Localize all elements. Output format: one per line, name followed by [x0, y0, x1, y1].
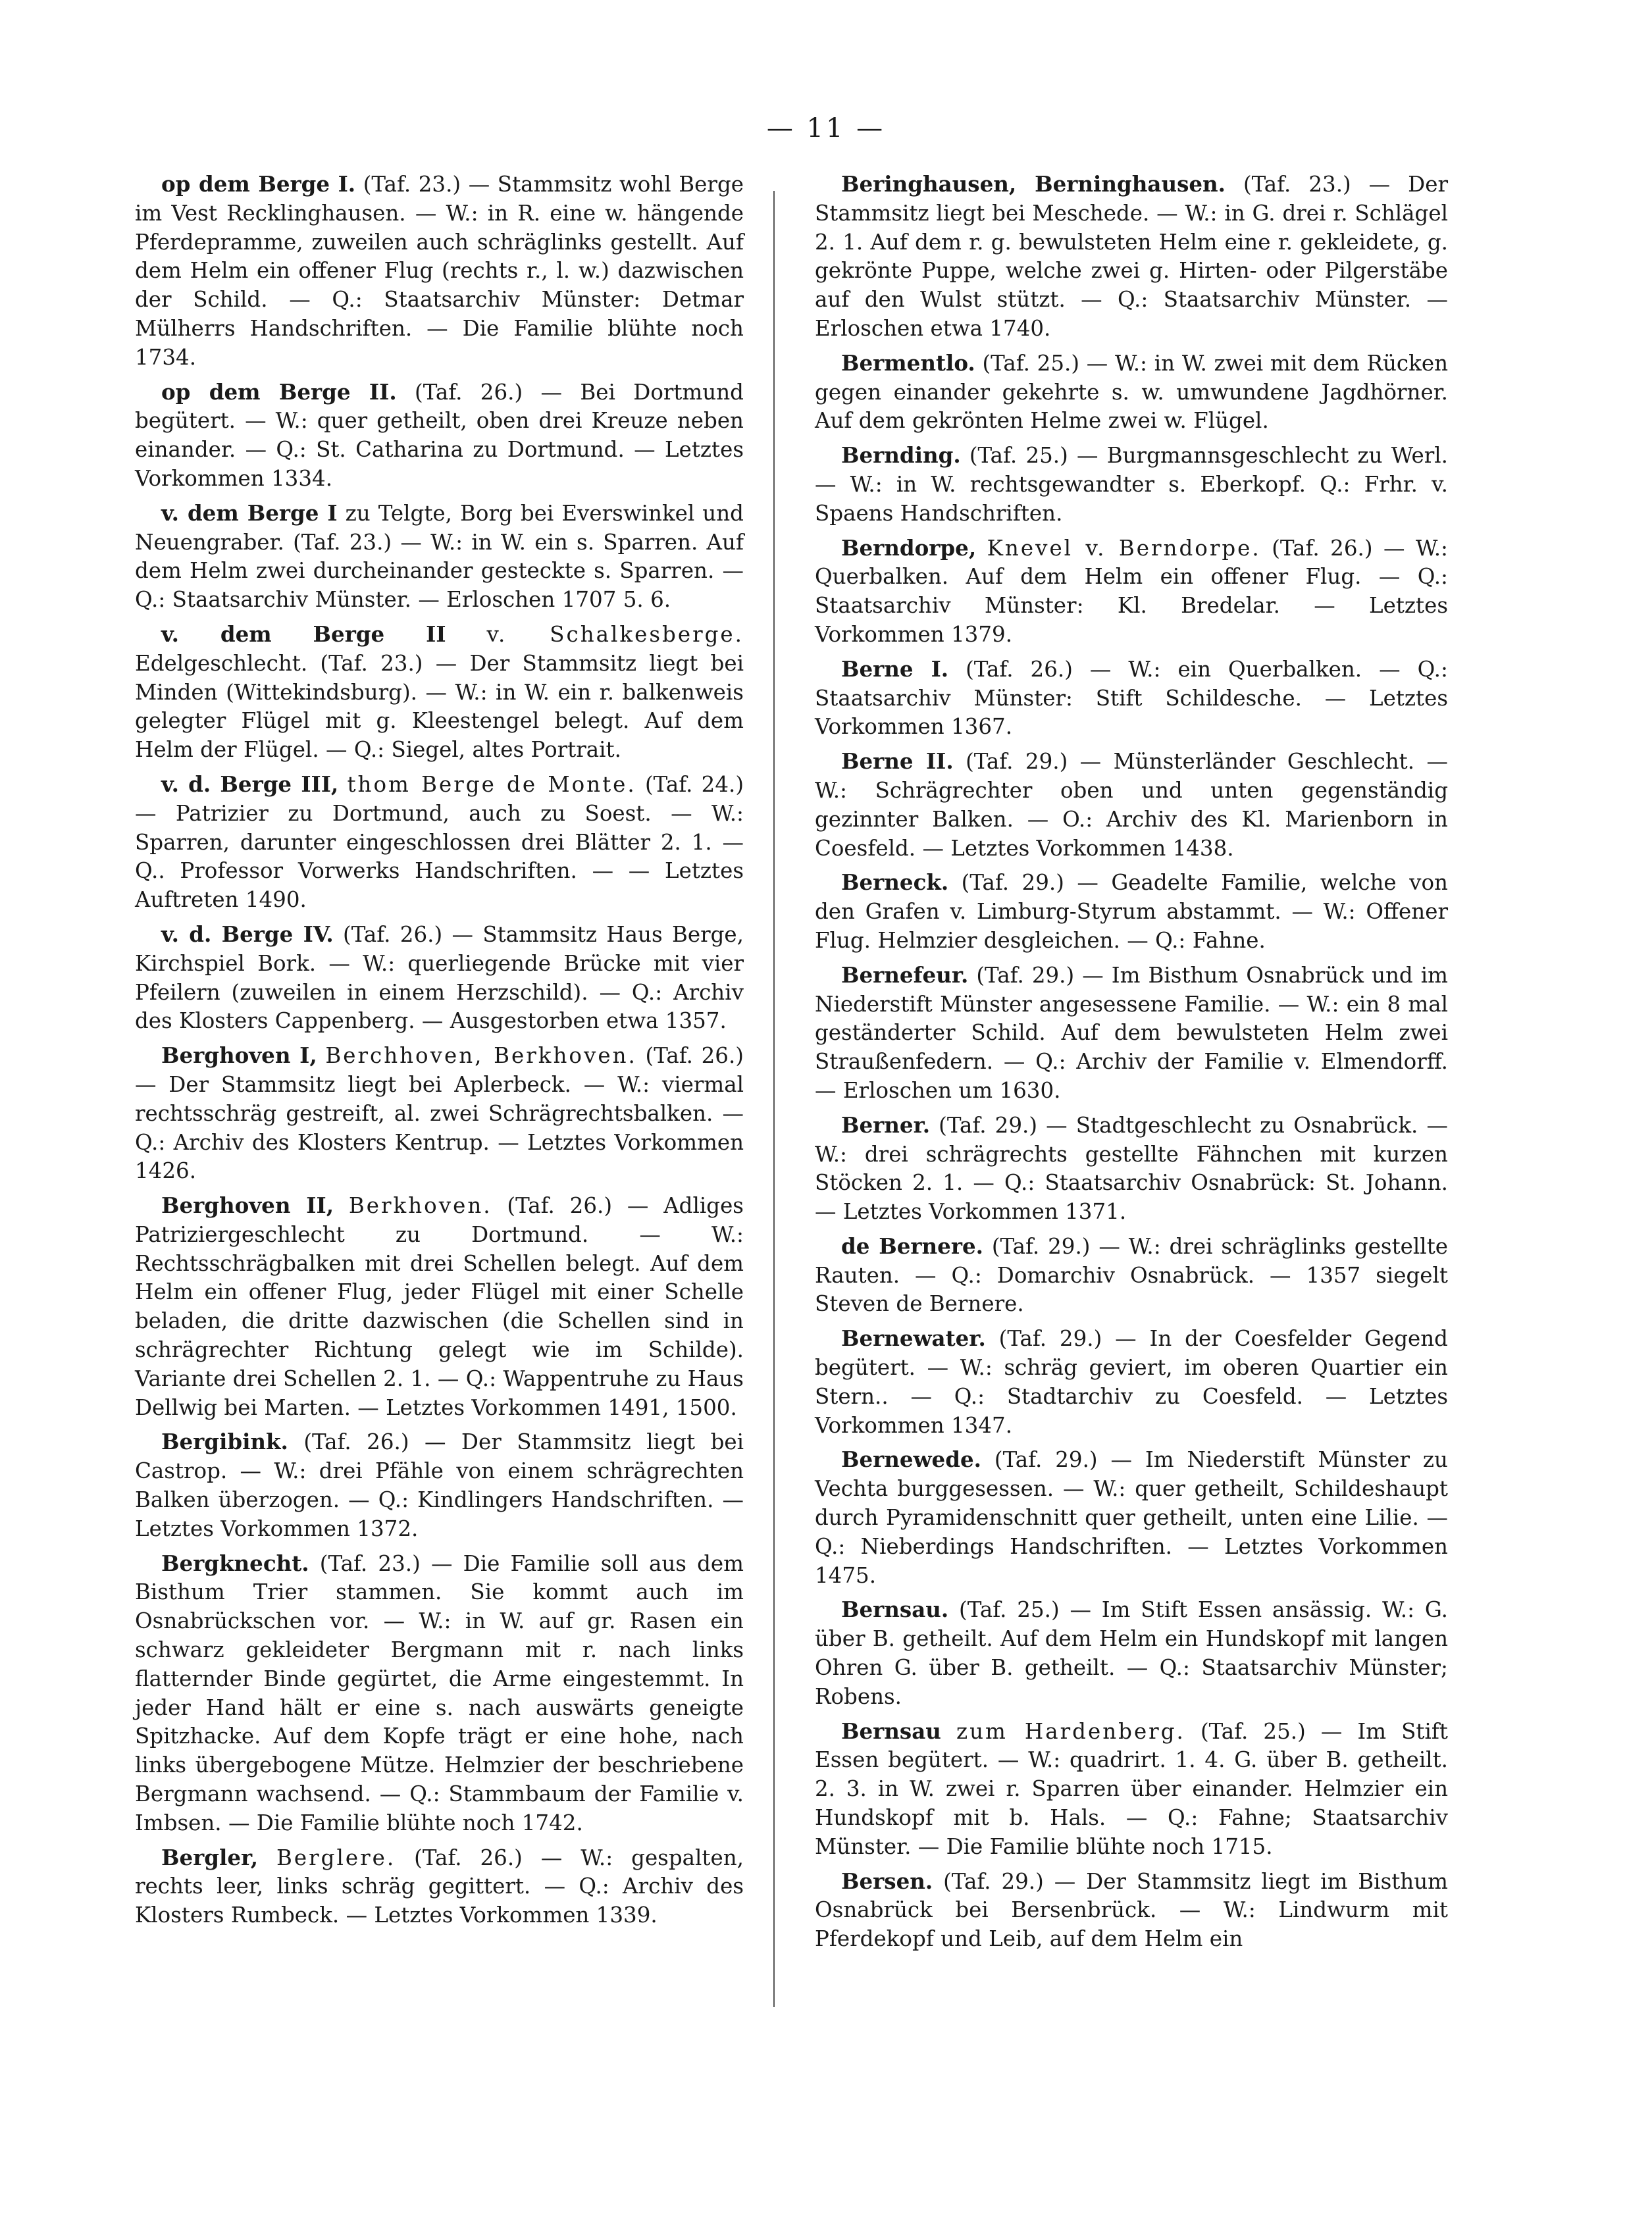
column-divider — [773, 191, 775, 2007]
entry-description: (Taf. 24.) — Patrizier zu Dortmund, auch zu Soest. — W.: Sparren, darunter eingeschlossen drei Blätter 2. 1. — Q.. Professor Vorwerks Handschriften. — — Letztes Auftreten 1490. — [135, 771, 744, 913]
entry-description: (Taf. 25.) — Im Stift Essen ansässig. W.: G. über B. getheilt. Auf dem Helm ein Hundskopf mit langen Ohren G. über B. getheilt. — Q.: Staatsarchiv Münster; Robens. — [815, 1597, 1448, 1709]
dictionary-entry — [815, 1324, 1448, 1440]
entry-headword: Berne II. — [841, 748, 954, 775]
dictionary-entry — [135, 1041, 744, 1186]
entry-headword: Bernefeur. — [841, 961, 969, 988]
entry-variant-name: thom Berge de Monte. — [347, 771, 636, 797]
entry-headword: Bersen. — [841, 1868, 933, 1894]
entry-description: (Taf. 26.) — Stammsitz Haus Berge, Kirchspiel Bork. — W.: querliegende Brücke mit vier Pfeilern (zuweilen in einem Herzschild). — Q.: Archiv des Klosters Cappenberg. — Ausgestorben etwa 1357. — [135, 921, 744, 1034]
entry-description: (Taf. 23.) — Stammsitz wohl Berge im Vest Recklinghausen. — W.: in R. eine w. hängende Pferdepramme, zuweilen auch schräglinks gestellt. Auf dem Helm ein offener Flug (rechts r., l. w.) dazwischen der Schild. — Q.: Staatsarchiv Münster: Detmar Mülherrs Handschriften. — Die Familie blühte noch 1734. — [135, 172, 744, 370]
entry-headword: op dem Berge II. — [161, 378, 397, 405]
entry-headword: Bermentlo. — [841, 349, 975, 376]
entry-headword: op dem Berge I. — [161, 171, 356, 197]
entry-description: (Taf. 25.) — Burgmannsgeschlecht zu Werl. — W.: in W. rechtsgewandter s. Eberkopf. Q.: Frhr. v. Spaens Handschriften. — [815, 443, 1448, 526]
entry-headword: Berner. — [841, 1112, 931, 1138]
dictionary-entry — [815, 1232, 1448, 1319]
entry-headword: de Bernere. — [841, 1233, 983, 1259]
dictionary-entry — [815, 441, 1448, 528]
entry-headword: Bernding. — [841, 442, 961, 469]
entry-description: (Taf. 23.) — Der Stammsitz liegt bei Meschede. — W.: in G. drei r. Schlägel 2. 1. Auf dem r. g. bewulsteten Helm eine r. gekleidete, g. gekrönte Puppe, welche zwei g. Hirten- oder Pilgerstäbe auf den Wulst stützt. — Q.: Staatsarchiv Münster. — Erloschen etwa 1740. — [815, 172, 1448, 341]
entry-variant-name: Berkhoven. — [348, 1193, 492, 1219]
dictionary-entry — [815, 534, 1448, 650]
dictionary-entry — [815, 170, 1448, 344]
entry-description: (Taf. 29.) — Geadelte Familie, welche von den Grafen v. Limburg-Styrum abstammt. — W.: Offener Flug. Helmzier desgleichen. — Q.: Fahne. — [815, 870, 1448, 953]
entry-variant-name: v. Schalkesberge. — [486, 621, 744, 647]
entry-headword: Beringhausen, Berninghausen. — [841, 171, 1226, 197]
entry-headword: Bernewater. — [841, 1325, 986, 1352]
entry-variant-name: Berchhoven, Berkhoven. — [325, 1043, 637, 1069]
dictionary-entry — [135, 1427, 744, 1543]
entry-description: (Taf. 29.) — In der Coesfelder Gegend begütert. — W.: schräg geviert, im oberen Quartier ein Stern.. — Q.: Stadtarchiv zu Coesfeld. — Letztes Vorkommen 1347. — [815, 1326, 1448, 1438]
entry-headword: Bernewede. — [841, 1446, 981, 1473]
entry-description: (Taf. 29.) — Münsterländer Geschlecht. — W.: Schrägrechter oben und unten gegenständig gezinnter Balken. — O.: Archiv des Kl. Marienborn in Coesfeld. — Letztes Vorkommen 1438. — [815, 749, 1448, 861]
entry-headword: Bergibink. — [161, 1429, 288, 1455]
right-column — [815, 170, 1448, 1959]
entry-headword: Berneck. — [841, 869, 949, 896]
dictionary-entry — [815, 1717, 1448, 1862]
dictionary-entry — [135, 1191, 744, 1422]
dictionary-entry — [815, 868, 1448, 955]
entry-description: (Taf. 29.) — Im Bisthum Osnabrück und im Niederstift Münster angesessene Familie. — W.: ein 8 mal geständerter Schild. Auf dem bewulsteten Helm zwei Straußenfedern. — Q.: Archiv der Familie v. Elmendorff. — Erloschen um 1630. — [815, 962, 1448, 1103]
entry-description: (Taf. 25.) — Im Stift Essen begütert. — W.: quadrirt. 1. 4. G. über B. getheilt. 2. 3. in W. zwei r. Sparren über einander. Helmzier ein Hundskopf mit b. Hals. — Q.: Fahne; Staatsarchiv Münster. — Die Familie blühte noch 1715. — [815, 1718, 1448, 1859]
entry-variant-name: Knevel v. Berndorpe. — [987, 535, 1261, 561]
entry-headword: v. d. Berge III, — [161, 771, 339, 797]
entry-headword: Bernsau — [841, 1718, 941, 1744]
entry-description: (Taf. 25.) — W.: in W. zwei mit dem Rücken gegen einander gekehrte s. w. umwundene Jagdhörner. Auf dem gekrönten Helme zwei w. Flügel. — [815, 350, 1448, 434]
dictionary-entry — [815, 961, 1448, 1106]
entry-description: (Taf. 26.) — Adliges Patriziergeschlecht zu Dortmund. — W.: Rechtsschrägbalken mit drei Schellen belegt. Auf dem Helm ein offener Flug, jeder Flügel mit einer Schelle beladen, die dritte dazwischen (die Schellen sind in schrägrechter Richtung gelegt wie im Schilde). Variante drei Schellen 2. 1. — Q.: Wappentruhe zu Haus Dellwig bei Marten. — Letztes Vorkommen 1491, 1500. — [135, 1193, 744, 1420]
entry-headword: v. dem Berge II — [161, 621, 446, 647]
entry-headword: Bernsau. — [841, 1597, 949, 1623]
dictionary-entry — [135, 170, 744, 372]
entry-headword: Berghoven II, — [161, 1192, 334, 1219]
dictionary-entry — [815, 1111, 1448, 1227]
entry-headword: v. dem Berge I — [161, 499, 338, 526]
entry-description: (Taf. 26.) — W.: gespalten, rechts leer, links schräg gegittert. — Q.: Archiv des Klosters Rumbeck. — Letztes Vorkommen 1339. — [135, 1845, 744, 1928]
dictionary-entry — [815, 1867, 1448, 1954]
entry-description: (Taf. 29.) — Im Niederstift Münster zu Vechta burggesessen. — W.: quer getheilt, Schildeshaupt durch Pyramidenschnitt quer getheilt, unten eine Lilie. — Q.: Nieberdings Handschriften. — Letztes Vorkommen 1475. — [815, 1447, 1448, 1588]
entry-headword: Berne I. — [841, 655, 949, 682]
dictionary-entry — [135, 378, 744, 494]
entry-description: zu Telgte, Borg bei Everswinkel und Neuengraber. (Taf. 23.) — W.: in W. ein s. Sparren. Auf dem Helm zwei durcheinander gesteckte s. Sparren. — Q.: Staatsarchiv Münster. — Erloschen 1707 5. 6. — [135, 500, 744, 613]
dictionary-entry — [815, 747, 1448, 863]
entry-headword: Bergler, — [161, 1844, 259, 1870]
left-column — [135, 170, 744, 1935]
entry-description: (Taf. 26.) — W.: Querbalken. Auf dem Helm ein offener Flug. — Q.: Staatsarchiv Münster: Kl. Bredelar. — Letztes Vorkommen 1379. — [815, 535, 1448, 647]
dictionary-entry — [815, 349, 1448, 436]
entry-description: (Taf. 26.) — Bei Dortmund begütert. — W.: quer getheilt, oben drei Kreuze neben einander. — Q.: St. Catharina zu Dortmund. — Letztes Vorkommen 1334. — [135, 379, 744, 491]
entry-description: (Taf. 29.) — W.: drei schräglinks gestellte Rauten. — Q.: Domarchiv Osnabrück. — 1357 siegelt Steven de Bernere. — [815, 1233, 1448, 1317]
page-number: — 11 — — [766, 113, 886, 143]
dictionary-entry — [815, 1445, 1448, 1590]
entry-headword: Berndorpe, — [841, 534, 977, 561]
dictionary-entry — [135, 770, 744, 915]
entry-description: (Taf. 26.) — Der Stammsitz liegt bei Aplerbeck. — W.: viermal rechtsschräg gestreift, al. zwei Schrägrechtsbalken. — Q.: Archiv des Klosters Kentrup. — Letztes Vorkommen 1426. — [135, 1043, 744, 1184]
dictionary-entry — [135, 620, 744, 765]
entry-description: Edelgeschlecht. (Taf. 23.) — Der Stammsitz liegt bei Minden (Wittekindsburg). — W.: in W. ein r. balkenweis gelegter Flügel mit g. Kleestengel belegt. Auf dem Helm der Flügel. — Q.: Siegel, altes Portrait. — [135, 650, 744, 763]
dictionary-entry — [135, 1549, 744, 1838]
entry-headword: v. d. Berge IV. — [161, 921, 334, 947]
entry-description: (Taf. 29.) — Der Stammsitz liegt im Bisthum Osnabrück bei Bersenbrück. — W.: Lindwurm mit Pferdekopf und Leib, auf dem Helm ein — [815, 1868, 1448, 1952]
entry-variant-name: zum Hardenberg. — [956, 1718, 1185, 1744]
dictionary-entry — [135, 920, 744, 1036]
entry-description: (Taf. 29.) — Stadtgeschlecht zu Osnabrück. — W.: drei schrägrechts gestellte Fähnchen mit kurzen Stöcken 2. 1. — Q.: Staatsarchiv Osnabrück: St. Johann. — Letztes Vorkommen 1371. — [815, 1112, 1448, 1225]
entry-description: (Taf. 26.) — W.: ein Querbalken. — Q.: Staatsarchiv Münster: Stift Schildesche. — Letztes Vorkommen 1367. — [815, 656, 1448, 740]
dictionary-entry — [815, 655, 1448, 742]
entry-description: (Taf. 26.) — Der Stammsitz liegt bei Castrop. — W.: drei Pfähle von einem schrägrechten Balken überzogen. — Q.: Kindlingers Handschriften. — Letztes Vorkommen 1372. — [135, 1429, 744, 1541]
entry-headword: Berghoven I, — [161, 1042, 317, 1069]
dictionary-entry — [135, 499, 744, 615]
dictionary-entry — [135, 1843, 744, 1930]
entry-description: (Taf. 23.) — Die Familie soll aus dem Bisthum Trier stammen. Sie kommt auch im Osnabrückschen vor. — W.: in W. auf gr. Rasen ein schwarz gekleideter Bergmann mit r. nach links flatternder Binde gegürtet, die Arme eingestemmt. In jeder Hand hält er eine s. nach auswärts geneigte Spitzhacke. Auf dem Kopfe trägt er eine hohe, nach links übergebogene Mütze. Helmzier der beschriebene Bergmann wachsend. — Q.: Stammbaum der Familie v. Imbsen. — Die Familie blühte noch 1742. — [135, 1550, 744, 1835]
entry-variant-name: Berglere. — [276, 1845, 396, 1870]
dictionary-entry — [815, 1595, 1448, 1711]
entry-headword: Bergknecht. — [161, 1550, 309, 1576]
